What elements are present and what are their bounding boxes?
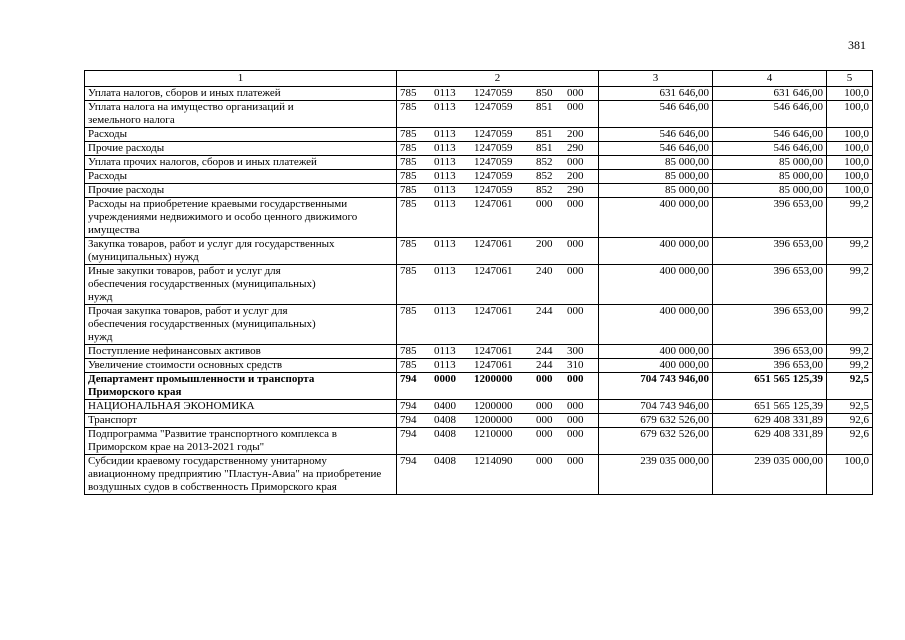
code-part-2: 0400 [434,400,456,412]
code-part-5: 000 [567,156,584,168]
code-part-3: 1247061 [474,198,513,210]
code-part-2: 0113 [434,87,456,99]
row-actual: 651 565 125,39 [713,400,827,414]
row-percent: 99,2 [827,238,873,265]
row-actual: 85 000,00 [713,184,827,198]
row-percent: 100,0 [827,455,873,495]
row-percent: 99,2 [827,345,873,359]
row-name: Поступление нефинансовых активов [88,345,261,357]
row-name: Увеличение стоимости основных средств [88,359,283,371]
code-part-3: 1247061 [474,359,513,371]
row-actual: 651 565 125,39 [713,373,827,400]
table-row [85,359,873,373]
row-actual: 396 653,00 [713,359,827,373]
row-plan: 546 646,00 [599,101,713,128]
row-plan: 400 000,00 [599,359,713,373]
row-name: Субсидии краевому государственному унитарному авиационному предприятию "Пластун-Авиа" на приобретение воздушных судов в собственность Приморского края [88,455,382,493]
code-part-5: 000 [567,428,584,440]
code-part-1: 785 [400,345,417,357]
code-part-3: 1247059 [474,101,513,113]
row-name-cell [85,373,397,400]
code-part-1: 785 [400,156,417,168]
code-part-1: 794 [400,455,417,467]
header-cell-3: 3 [599,71,713,87]
code-part-2: 0113 [434,265,456,277]
code-part-5: 000 [567,87,584,99]
row-code-cell [397,455,599,495]
row-percent: 99,2 [827,359,873,373]
row-actual: 85 000,00 [713,170,827,184]
code-part-2: 0113 [434,142,456,154]
row-code-cell [397,198,599,238]
row-name-cell [85,400,397,414]
row-actual: 239 035 000,00 [713,455,827,495]
row-plan: 679 632 526,00 [599,428,713,455]
row-percent: 99,2 [827,305,873,345]
code-part-2: 0408 [434,414,456,426]
code-part-1: 794 [400,373,417,385]
code-part-1: 794 [400,428,417,440]
code-part-3: 1247061 [474,265,513,277]
row-name-cell [85,265,397,305]
code-part-4: 240 [536,265,553,277]
header-cell-2: 2 [397,71,599,87]
code-part-1: 785 [400,238,417,250]
row-actual: 629 408 331,89 [713,414,827,428]
row-name-cell [85,455,397,495]
row-percent: 100,0 [827,101,873,128]
row-plan: 631 646,00 [599,87,713,101]
row-name: НАЦИОНАЛЬНАЯ ЭКОНОМИКА [88,400,255,412]
code-part-4: 000 [536,198,553,210]
code-part-1: 785 [400,198,417,210]
row-plan: 85 000,00 [599,184,713,198]
row-actual: 396 653,00 [713,305,827,345]
row-code-cell [397,184,599,198]
row-plan: 546 646,00 [599,142,713,156]
code-part-1: 785 [400,128,417,140]
code-part-3: 1200000 [474,373,513,385]
row-name-cell [85,101,397,128]
row-plan: 239 035 000,00 [599,455,713,495]
code-part-5: 200 [567,128,584,140]
row-plan: 400 000,00 [599,305,713,345]
code-part-2: 0113 [434,184,456,196]
row-code-cell [397,373,599,400]
row-percent: 99,2 [827,198,873,238]
table-row [85,414,873,428]
row-percent: 100,0 [827,128,873,142]
row-plan: 400 000,00 [599,345,713,359]
code-part-3: 1247061 [474,345,513,357]
table-row [85,265,873,305]
code-part-4: 000 [536,455,553,467]
code-part-3: 1200000 [474,400,513,412]
code-part-3: 1214090 [474,455,513,467]
row-percent: 92,5 [827,400,873,414]
code-part-4: 851 [536,101,553,113]
row-code-cell [397,87,599,101]
header-cell-1: 1 [85,71,397,87]
row-name-cell [85,184,397,198]
table-row [85,428,873,455]
code-part-5: 200 [567,170,584,182]
code-part-2: 0113 [434,345,456,357]
code-part-5: 000 [567,414,584,426]
code-part-5: 000 [567,305,584,317]
page-number: 381 [848,38,866,52]
code-part-3: 1247059 [474,87,513,99]
table-row [85,170,873,184]
row-percent: 92,6 [827,428,873,455]
code-part-2: 0000 [434,373,456,385]
code-part-4: 852 [536,156,553,168]
row-actual: 396 653,00 [713,265,827,305]
code-part-2: 0113 [434,170,456,182]
row-code-cell [397,170,599,184]
row-plan: 85 000,00 [599,156,713,170]
table-row [85,305,873,345]
code-part-3: 1247059 [474,184,513,196]
row-name: Прочие расходы [88,184,165,196]
table-row [85,400,873,414]
code-part-1: 785 [400,142,417,154]
row-actual: 396 653,00 [713,198,827,238]
code-part-5: 000 [567,198,584,210]
row-actual: 546 646,00 [713,101,827,128]
code-part-1: 785 [400,101,417,113]
code-part-5: 300 [567,345,584,357]
row-name: Расходы [88,128,127,140]
row-name: Уплата налога на имущество организаций и земельного налога [88,101,294,126]
row-name: Расходы на приобретение краевыми государственными учреждениями недвижимого и особо ценного движимого имущества [88,198,358,236]
row-code-cell [397,142,599,156]
code-part-3: 1247059 [474,156,513,168]
row-name-cell [85,142,397,156]
row-name-cell [85,414,397,428]
row-percent: 92,6 [827,414,873,428]
code-part-4: 851 [536,128,553,140]
code-part-1: 794 [400,400,417,412]
row-name-cell [85,170,397,184]
code-part-3: 1200000 [474,414,513,426]
row-plan: 704 743 946,00 [599,373,713,400]
code-part-4: 852 [536,184,553,196]
row-code-cell [397,400,599,414]
table-row [85,128,873,142]
code-part-2: 0408 [434,455,456,467]
row-plan: 704 743 946,00 [599,400,713,414]
row-percent: 100,0 [827,170,873,184]
row-name: Закупка товаров, работ и услуг для государственных (муниципальных) нужд [88,238,335,263]
code-part-3: 1247059 [474,128,513,140]
code-part-4: 244 [536,345,553,357]
row-code-cell [397,305,599,345]
table-row [85,101,873,128]
row-name: Уплата прочих налогов, сборов и иных платежей [88,156,317,168]
code-part-1: 785 [400,359,417,371]
row-plan: 400 000,00 [599,238,713,265]
code-part-2: 0113 [434,305,456,317]
row-percent: 100,0 [827,87,873,101]
code-part-4: 851 [536,142,553,154]
code-part-4: 000 [536,414,553,426]
table-row [85,373,873,400]
code-part-2: 0113 [434,156,456,168]
code-part-4: 852 [536,170,553,182]
row-actual: 85 000,00 [713,156,827,170]
row-code-cell [397,359,599,373]
row-code-cell [397,345,599,359]
row-name: Прочие расходы [88,142,165,154]
row-name: Транспорт [88,414,138,426]
table-row [85,345,873,359]
row-actual: 396 653,00 [713,238,827,265]
budget-table [84,70,873,495]
code-part-2: 0113 [434,238,456,250]
code-part-5: 000 [567,455,584,467]
table-row [85,184,873,198]
code-part-2: 0113 [434,359,456,371]
code-part-3: 1247061 [474,305,513,317]
row-plan: 400 000,00 [599,198,713,238]
table-row [85,238,873,265]
row-actual: 629 408 331,89 [713,428,827,455]
row-actual: 546 646,00 [713,128,827,142]
table-row [85,142,873,156]
code-part-4: 200 [536,238,553,250]
row-code-cell [397,128,599,142]
code-part-1: 785 [400,170,417,182]
row-plan: 679 632 526,00 [599,414,713,428]
row-code-cell [397,101,599,128]
row-code-cell [397,156,599,170]
row-name-cell [85,198,397,238]
row-name-cell [85,156,397,170]
row-percent: 92,5 [827,373,873,400]
code-part-5: 000 [567,373,584,385]
row-name: Расходы [88,170,127,182]
row-percent: 99,2 [827,265,873,305]
code-part-4: 000 [536,400,553,412]
row-name: Департамент промышленности и транспорта Приморского края [88,373,315,398]
row-percent: 100,0 [827,156,873,170]
code-part-5: 000 [567,400,584,412]
row-name: Прочая закупка товаров, работ и услуг для обеспечения государственных (муниципальных) нужд [88,305,316,343]
row-name-cell [85,428,397,455]
row-code-cell [397,238,599,265]
code-part-4: 850 [536,87,553,99]
code-part-3: 1247061 [474,238,513,250]
code-part-2: 0113 [434,198,456,210]
row-plan: 85 000,00 [599,170,713,184]
table-row [85,156,873,170]
table-row [85,87,873,101]
code-part-3: 1210000 [474,428,513,440]
row-percent: 100,0 [827,142,873,156]
code-part-1: 785 [400,265,417,277]
code-part-2: 0408 [434,428,456,440]
row-actual: 396 653,00 [713,345,827,359]
row-actual: 546 646,00 [713,142,827,156]
row-code-cell [397,428,599,455]
code-part-1: 785 [400,184,417,196]
code-part-1: 794 [400,414,417,426]
code-part-3: 1247059 [474,142,513,154]
code-part-5: 290 [567,184,584,196]
code-part-4: 244 [536,359,553,371]
code-part-5: 000 [567,101,584,113]
row-name: Подпрограмма "Развитие транспортного комплекса в Приморском крае на 2013-2021 годы" [88,428,337,453]
budget-table-body [85,87,873,495]
row-name-cell [85,87,397,101]
row-plan: 546 646,00 [599,128,713,142]
code-part-2: 0113 [434,128,456,140]
code-part-4: 000 [536,373,553,385]
table-row [85,198,873,238]
code-part-4: 244 [536,305,553,317]
code-part-1: 785 [400,87,417,99]
header-cell-4: 4 [713,71,827,87]
row-name-cell [85,238,397,265]
code-part-5: 290 [567,142,584,154]
row-name: Уплата налогов, сборов и иных платежей [88,87,281,99]
row-name: Иные закупки товаров, работ и услуг для обеспечения государственных (муниципальных) нужд [88,265,316,303]
row-name-cell [85,128,397,142]
row-code-cell [397,414,599,428]
code-part-5: 000 [567,238,584,250]
header-cell-5: 5 [827,71,873,87]
table-row [85,455,873,495]
code-part-5: 000 [567,265,584,277]
row-name-cell [85,305,397,345]
code-part-3: 1247059 [474,170,513,182]
row-code-cell [397,265,599,305]
header-row [85,71,873,87]
row-name-cell [85,345,397,359]
code-part-5: 310 [567,359,584,371]
row-percent: 100,0 [827,184,873,198]
row-plan: 400 000,00 [599,265,713,305]
row-actual: 631 646,00 [713,87,827,101]
code-part-2: 0113 [434,101,456,113]
code-part-4: 000 [536,428,553,440]
code-part-1: 785 [400,305,417,317]
row-name-cell [85,359,397,373]
